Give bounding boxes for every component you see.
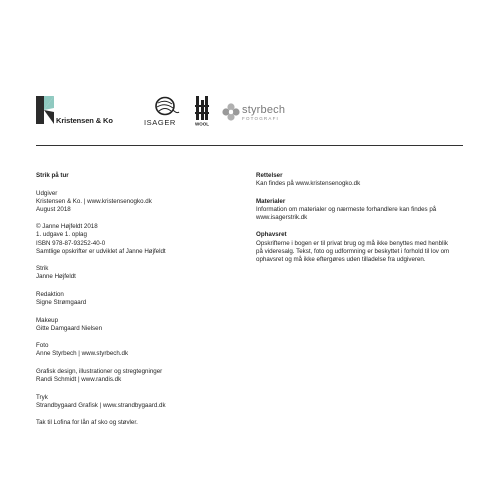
strik-block — [36, 265, 236, 281]
ophavsret-line: Opskrifterne i bogen er til privat brug og må ikke benyttes med henblik — [256, 239, 448, 247]
materialer-heading: Materialer — [256, 197, 286, 205]
materialer-line: www.isagerstrik.dk — [256, 213, 308, 221]
wool-mark-icon — [195, 96, 209, 126]
udgiver-block — [36, 190, 236, 214]
thanks-block — [36, 419, 236, 427]
strik-value: Janne Højfeldt — [36, 273, 76, 281]
materialer-block — [256, 198, 466, 222]
edition-line: 1. udgave 1. oplag — [36, 231, 87, 239]
grafisk-value: Randi Schmidt | www.randis.dk — [36, 376, 122, 384]
colophon-left-column — [36, 172, 236, 437]
grafisk-label: Grafisk design, illustrationer og stregtegninger — [36, 368, 163, 375]
kristensen-k-icon — [36, 96, 54, 124]
makeup-label: Makeup — [36, 316, 59, 324]
copyright-block — [36, 223, 236, 255]
divider-line — [36, 145, 463, 146]
patterns-line: Samtlige opskrifter er udviklet af Janne Højfeldt — [36, 247, 166, 255]
ophavsret-block — [256, 231, 466, 263]
foto-block — [36, 342, 236, 358]
udgiver-line: August 2018 — [36, 205, 71, 213]
grafisk-block — [36, 368, 236, 384]
ophavsret-line: ophavsret og må ikke eftergøres uden tilladelse fra udgiveren. — [256, 255, 426, 263]
copyright-line: © Janne Højfeldt 2018 — [36, 223, 98, 231]
styrbech-logo-subtitle: FOTOGRAFI — [242, 116, 279, 121]
rettelser-heading: Rettelser — [256, 172, 283, 179]
tryk-label: Tryk — [36, 393, 48, 401]
redaktion-label: Redaktion — [36, 290, 64, 298]
colophon-right-column — [256, 172, 466, 273]
strik-label: Strik — [36, 265, 49, 273]
udgiver-label: Udgiver — [36, 189, 58, 197]
makeup-value: Gitte Damgaard Nielsen — [36, 324, 103, 332]
isbn-line: ISBN 978-87-93252-40-0 — [36, 239, 106, 247]
redaktion-value: Signe Strømgaard — [36, 299, 87, 307]
wool-logo-text: WOOL — [195, 121, 209, 126]
tryk-value: Strandbygaard Grafisk | www.strandbygaard.dk — [36, 401, 166, 409]
isager-logo-text: ISAGER — [144, 118, 176, 127]
foto-value: Anne Styrbech | www.styrbech.dk — [36, 350, 129, 358]
foto-label: Foto — [36, 342, 49, 350]
thanks-text: Tak til Lofina for lån af sko og støvler. — [36, 419, 138, 427]
kristensen-ko-logo — [36, 96, 113, 129]
yarn-ball-icon — [150, 96, 180, 116]
kristensen-logo-text: Kristensen & Ko — [56, 116, 113, 125]
styrbech-flower-icon — [222, 103, 240, 121]
rettelser-block — [256, 172, 466, 188]
styrbech-logo-text: styrbech — [242, 104, 286, 116]
makeup-block — [36, 317, 236, 333]
udgiver-line: Kristensen & Ko. | www.kristensenogko.dk — [36, 197, 152, 205]
ophavsret-heading: Ophavsret — [256, 231, 287, 239]
wool-logo — [195, 96, 209, 131]
book-title: Strik på tur — [36, 172, 69, 179]
tryk-block — [36, 394, 236, 410]
redaktion-block — [36, 291, 236, 307]
rettelser-text: Kan findes på www.kristensenogko.dk — [256, 180, 361, 188]
materialer-line: Information om materialer og nærmeste forhandlere kan findes på — [256, 205, 437, 213]
ophavsret-line: på videresalg. Tekst, foto og udformning er beskyttet i forhold til lov om — [256, 247, 450, 255]
